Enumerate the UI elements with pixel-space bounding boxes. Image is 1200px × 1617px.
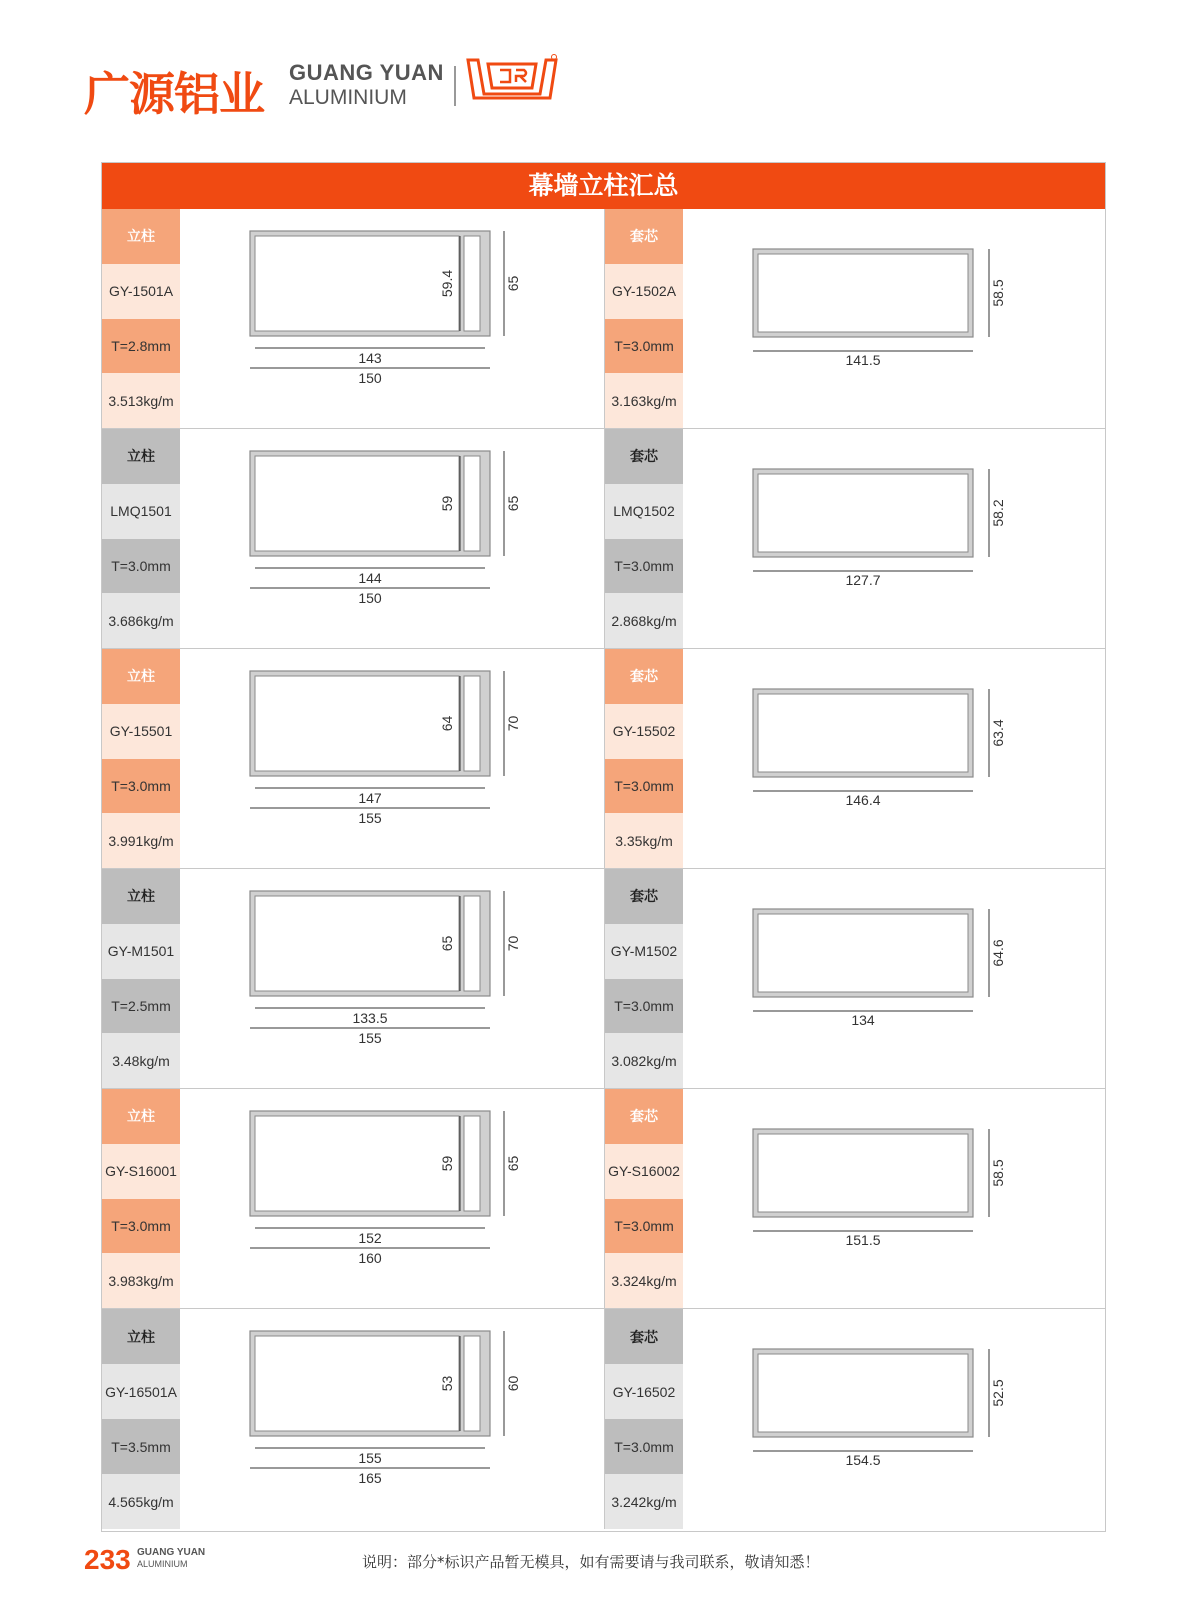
profile-drawing — [180, 429, 604, 648]
spec-code: GY-1502A — [605, 264, 683, 319]
table-row — [102, 209, 1105, 429]
mullion-cell — [102, 649, 604, 868]
spec-type: 立柱 — [102, 1089, 180, 1144]
spec-type: 立柱 — [102, 209, 180, 264]
dim-outer-height: 70 — [505, 935, 521, 952]
spec-weight: 2.868kg/m — [605, 593, 683, 648]
brand-divider — [454, 66, 456, 106]
dim-outer-width: 155 — [358, 1030, 382, 1046]
dim-height: 58.2 — [990, 499, 1006, 527]
profile-drawing — [683, 429, 1107, 648]
profile-section-svg — [180, 649, 604, 869]
profile-drawing — [683, 1089, 1107, 1308]
dim-inner-height: 59 — [439, 1155, 455, 1172]
spec-weight: 3.686kg/m — [102, 593, 180, 648]
dim-height: 63.4 — [990, 719, 1006, 747]
spec-code: GY-15501 — [102, 704, 180, 759]
spec-column — [605, 1309, 683, 1529]
profile-cavity — [255, 236, 459, 331]
spec-column — [102, 429, 180, 648]
dim-inner-width: 152 — [358, 1230, 382, 1246]
dim-width: 141.5 — [845, 352, 881, 368]
sleeve-cell — [604, 209, 1107, 428]
dim-width: 146.4 — [845, 792, 881, 808]
table-rows — [102, 209, 1105, 1529]
brand-name-en-sub: ALUMINIUM — [289, 86, 407, 109]
spec-weight: 3.163kg/m — [605, 373, 683, 428]
mullion-cell — [102, 1089, 604, 1308]
spec-thickness: T=3.0mm — [102, 759, 180, 814]
footer-brand-sub: ALUMINIUM — [137, 1559, 188, 1569]
spec-weight: 4.565kg/m — [102, 1474, 180, 1529]
table-row — [102, 1309, 1105, 1529]
spec-code: LMQ1502 — [605, 484, 683, 539]
mullion-cell — [102, 429, 604, 648]
sleeve-cell — [604, 869, 1107, 1088]
profile-drawing — [683, 649, 1107, 868]
spec-thickness: T=3.0mm — [605, 539, 683, 594]
profile-slot — [464, 896, 480, 991]
sleeve-cell — [604, 649, 1107, 868]
profile-cavity — [255, 896, 459, 991]
spec-thickness: T=3.0mm — [605, 759, 683, 814]
profile-cavity — [255, 1116, 459, 1211]
dim-outer-height: 65 — [505, 275, 521, 292]
spec-thickness: T=3.0mm — [605, 1419, 683, 1474]
footer-note: 说明：部分*标识产品暂无模具，如有需要请与我司联系，敬请知悉！ — [362, 1553, 820, 1571]
core-cavity — [758, 474, 968, 552]
profile-section-svg — [683, 209, 1107, 429]
spec-thickness: T=3.0mm — [605, 979, 683, 1034]
profile-section-svg — [180, 209, 604, 429]
dim-inner-height: 53 — [439, 1375, 455, 1392]
profile-slot — [464, 236, 480, 331]
dim-inner-width: 133.5 — [352, 1010, 388, 1026]
profile-cavity — [255, 676, 459, 771]
profile-slot — [464, 1116, 480, 1211]
spec-thickness: T=2.5mm — [102, 979, 180, 1034]
spec-type: 套芯 — [605, 869, 683, 924]
spec-code: GY-S16001 — [102, 1144, 180, 1199]
profile-section-svg — [683, 1309, 1107, 1529]
dim-outer-width: 160 — [358, 1250, 382, 1266]
dim-height: 52.5 — [990, 1379, 1006, 1407]
mullion-cell — [102, 1309, 604, 1529]
spec-weight: 3.991kg/m — [102, 813, 180, 868]
dim-height: 58.5 — [990, 1159, 1006, 1187]
spec-weight: 3.242kg/m — [605, 1474, 683, 1529]
dim-outer-width: 150 — [358, 590, 382, 606]
spec-column — [605, 209, 683, 428]
spec-code: GY-M1502 — [605, 924, 683, 979]
dim-inner-width: 144 — [358, 570, 382, 586]
spec-type: 套芯 — [605, 1309, 683, 1364]
dim-inner-height: 59.4 — [439, 269, 455, 298]
profile-cavity — [255, 1336, 459, 1431]
spec-type: 套芯 — [605, 429, 683, 484]
spec-thickness: T=3.0mm — [605, 319, 683, 374]
spec-weight: 3.48kg/m — [102, 1033, 180, 1088]
profile-cavity — [255, 456, 459, 551]
profile-section-svg — [180, 1309, 604, 1529]
spec-code: LMQ1501 — [102, 484, 180, 539]
profile-section-svg — [180, 869, 604, 1089]
spec-type: 立柱 — [102, 429, 180, 484]
sleeve-cell — [604, 1089, 1107, 1308]
profile-slot — [464, 676, 480, 771]
dim-inner-height: 65 — [439, 935, 455, 952]
profile-drawing — [180, 209, 604, 428]
profile-section-svg — [683, 429, 1107, 649]
spec-column — [605, 1089, 683, 1308]
spec-column — [102, 1089, 180, 1308]
profile-drawing — [180, 1089, 604, 1308]
core-cavity — [758, 254, 968, 332]
spec-type: 套芯 — [605, 1089, 683, 1144]
dim-width: 151.5 — [845, 1232, 881, 1248]
spec-column — [102, 869, 180, 1088]
spec-weight: 3.082kg/m — [605, 1033, 683, 1088]
spec-thickness: T=3.0mm — [102, 539, 180, 594]
dim-outer-height: 65 — [505, 495, 521, 512]
dim-inner-height: 59 — [439, 495, 455, 512]
table-row — [102, 649, 1105, 869]
dim-inner-width: 155 — [358, 1450, 382, 1466]
dim-inner-width: 147 — [358, 790, 382, 806]
dim-height: 58.5 — [990, 279, 1006, 307]
brand-header — [84, 52, 584, 122]
spec-column — [102, 649, 180, 868]
spec-thickness: T=3.0mm — [605, 1199, 683, 1254]
profile-drawing — [683, 869, 1107, 1088]
brand-name-cn: 广源铝业 — [84, 67, 264, 121]
spec-weight: 3.35kg/m — [605, 813, 683, 868]
dim-inner-width: 143 — [358, 350, 382, 366]
table-title: 幕墙立柱汇总 — [102, 163, 1105, 209]
spec-thickness: T=2.8mm — [102, 319, 180, 374]
profile-section-svg — [180, 429, 604, 649]
spec-type: 立柱 — [102, 869, 180, 924]
dim-outer-width: 165 — [358, 1470, 382, 1486]
core-cavity — [758, 694, 968, 772]
table-row — [102, 869, 1105, 1089]
dim-width: 154.5 — [845, 1452, 881, 1468]
spec-column — [605, 869, 683, 1088]
profile-drawing — [683, 209, 1107, 428]
spec-weight: 3.513kg/m — [102, 373, 180, 428]
profile-section-svg — [683, 649, 1107, 869]
spec-column — [102, 209, 180, 428]
spec-column — [605, 649, 683, 868]
spec-type: 立柱 — [102, 649, 180, 704]
sleeve-cell — [604, 429, 1107, 648]
page-number: 233 — [84, 1544, 131, 1575]
profile-drawing — [180, 869, 604, 1088]
spec-column — [605, 429, 683, 648]
profile-drawing — [180, 649, 604, 868]
dim-inner-height: 64 — [439, 715, 455, 732]
core-cavity — [758, 1354, 968, 1432]
spec-code: GY-16501A — [102, 1364, 180, 1419]
dim-outer-width: 155 — [358, 810, 382, 826]
spec-code: GY-15502 — [605, 704, 683, 759]
profile-table — [101, 162, 1106, 1532]
core-cavity — [758, 914, 968, 992]
dim-height: 64.6 — [990, 939, 1006, 967]
spec-thickness: T=3.5mm — [102, 1419, 180, 1474]
spec-code: GY-16502 — [605, 1364, 683, 1419]
spec-type: 立柱 — [102, 1309, 180, 1364]
profile-slot — [464, 456, 480, 551]
dim-width: 134 — [851, 1012, 875, 1028]
profile-section-svg — [180, 1089, 604, 1309]
profile-section-svg — [683, 869, 1107, 1089]
dim-outer-height: 60 — [505, 1375, 521, 1392]
spec-weight: 3.324kg/m — [605, 1253, 683, 1308]
core-cavity — [758, 1134, 968, 1212]
spec-code: GY-1501A — [102, 264, 180, 319]
sleeve-cell — [604, 1309, 1107, 1529]
dim-outer-width: 150 — [358, 370, 382, 386]
dim-width: 127.7 — [845, 572, 881, 588]
profile-drawing — [683, 1309, 1107, 1529]
profile-slot — [464, 1336, 480, 1431]
table-row — [102, 429, 1105, 649]
spec-weight: 3.983kg/m — [102, 1253, 180, 1308]
brand-logo-icon — [466, 54, 558, 104]
profile-section-svg — [683, 1089, 1107, 1309]
brand-name-en: GUANG YUAN — [289, 60, 444, 85]
mullion-cell — [102, 869, 604, 1088]
footer-brand: GUANG YUAN — [137, 1547, 206, 1558]
spec-thickness: T=3.0mm — [102, 1199, 180, 1254]
spec-type: 套芯 — [605, 209, 683, 264]
mullion-cell — [102, 209, 604, 428]
profile-drawing — [180, 1309, 604, 1529]
spec-code: GY-S16002 — [605, 1144, 683, 1199]
spec-code: GY-M1501 — [102, 924, 180, 979]
spec-type: 套芯 — [605, 649, 683, 704]
dim-outer-height: 70 — [505, 715, 521, 732]
dim-outer-height: 65 — [505, 1155, 521, 1172]
spec-column — [102, 1309, 180, 1529]
table-row — [102, 1089, 1105, 1309]
